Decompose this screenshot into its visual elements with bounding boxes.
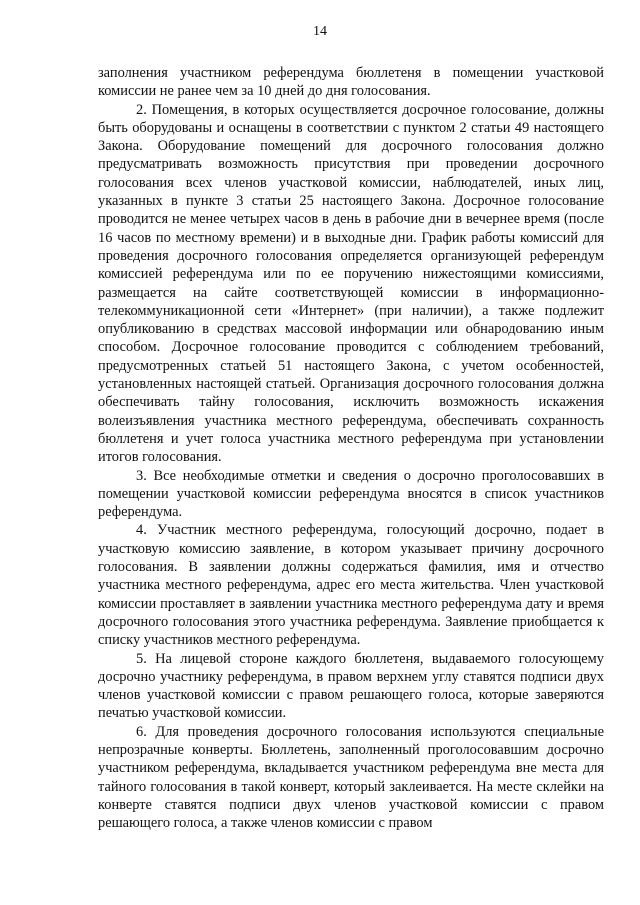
paragraph: 3. Все необходимые отметки и сведения о досрочно проголосовавших в помещении участковой комиссии референдума вносятся в список участников референдума. — [98, 467, 604, 521]
paragraph: 2. Помещения, в которых осуществляется досрочное голосование, должны быть оборудованы и оснащены в соответствии с пунктом 2 статьи 49 настоящего Закона. Оборудование помещений для досрочного голосования должно предусматривать возможность присутствия при проведении досрочного голосования всех членов участковой комиссии, наблюдателей, иных лиц, указанных в пункте 3 статьи 25 настоящего Закона. Досрочное голосование проводится не менее четырех часов в день в рабочие дни в вечернее время (после 16 часов по местному времени) и в выходные дни. График работы комиссий для проведения досрочного голосования определяется организующей референдум комиссией референдума или по ее поручению нижестоящими комиссиями, размещается на сайте соответствующей комиссии в информационно-телекоммуникационной сети «Интернет» (при наличии), а также подлежит опубликованию в средствах массовой информации или обнародованию иным способом. Досрочное голосование проводится с соблюдением требований, предусмотренных статьей 51 настоящего Закона, с учетом особенностей, установленных настоящей статьей. Организация досрочного голосования должна обеспечивать тайну голосования, исключить возможность искажения волеизъявления участника местного референдума, обеспечивать сохранность бюллетеня и учет голоса участника местного референдума при установлении итогов голосования. — [98, 101, 604, 466]
document-body — [98, 64, 604, 832]
paragraph: заполнения участником референдума бюллетеня в помещении участковой комиссии не ранее чем за 10 дней до дня голосования. — [98, 65, 604, 100]
paragraph: 4. Участник местного референдума, голосующий досрочно, подает в участковую комиссию заявление, в котором указывает причину досрочного голосования. В заявлении должны содержаться фамилия, имя и отчество участника местного референдума, адрес его места жительства. Член участковой комиссии проставляет в заявлении участника местного референдума дату и время досрочного голосования этого участника референдума. Заявление приобщается к списку участников местного референдума. — [98, 522, 604, 649]
page-number: 14 — [313, 24, 327, 39]
paragraph: 5. На лицевой стороне каждого бюллетеня, выдаваемого голосующему досрочно участнику референдума, в правом верхнем углу ставятся подписи двух членов участковой комиссии с правом решающего голоса, которые заверяются печатью участковой комиссии. — [98, 650, 604, 722]
paragraph: 6. Для проведения досрочного голосования используются специальные непрозрачные конверты. Бюллетень, заполненный проголосовавшим досрочно участником референдума, вкладывается участником референдума вне места для тайного голосования в такой конверт, который заклеивается. На месте склейки на конверте ставятся подписи двух членов участковой комиссии с правом решающего голоса, а также членов комиссии с правом — [98, 723, 604, 832]
